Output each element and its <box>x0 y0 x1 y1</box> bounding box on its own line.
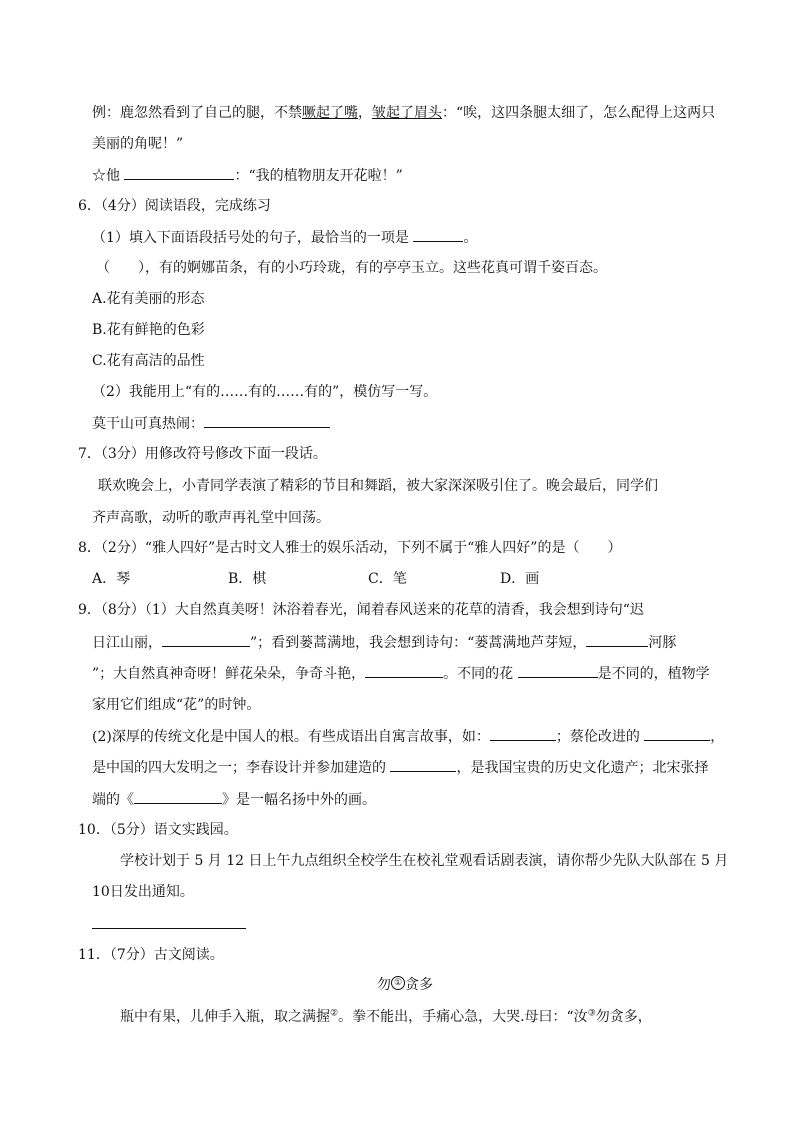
q10-heading: 10．（5分）语文实践园。 <box>78 822 238 838</box>
q7-passage-line-2: 齐声高歌，动听的歌声再礼堂中回荡。 <box>92 510 330 526</box>
q9-l7-a: 端的《 <box>92 792 134 808</box>
q11-note-mark-3: ③ <box>587 1008 596 1019</box>
q11-text-a: 瓶中有果，儿伸手入瓶，取之满握 <box>120 1009 330 1025</box>
q8-option-a[interactable]: A．琴 <box>92 571 131 587</box>
q6-heading: 6．（4分）阅读语段，完成练习 <box>78 198 271 214</box>
q7-heading: 7．（3分）用修改符号修改下面一段话。 <box>78 446 327 462</box>
q9-blank-7[interactable] <box>390 757 456 772</box>
q8-option-d[interactable]: D．画 <box>500 571 540 587</box>
q6-part1-text: （1）填入下面语段括号处的句子，最恰当的一项是 <box>92 230 409 246</box>
q11-title-note-mark: ① <box>391 976 405 990</box>
q6-part1 <box>92 227 477 248</box>
q6-option-b[interactable]: B.花有鲜艳的色彩 <box>92 322 205 338</box>
q9-line-6 <box>92 757 708 778</box>
q10-text-line-2: 10日发出通知。 <box>92 884 194 900</box>
q9-l3-a: ”；大自然真神奇呀！鲜花朵朵，争奇斗艳， <box>92 666 366 682</box>
example-sep: ， <box>358 105 372 121</box>
q9-l5-c: ， <box>710 729 725 745</box>
q9-l3-c: 是不同的，植物学 <box>597 666 710 682</box>
q6-part2: （2）我能用上“有的……有的……有的”，模仿写一写。 <box>92 384 438 400</box>
q9-blank-5[interactable] <box>490 726 556 741</box>
example-line-1 <box>92 103 715 123</box>
q9-l5-b: ；蔡伦改进的 <box>555 729 640 745</box>
q10-text-line-1: 学校计划于 5 月 12 日上午九点组织全校学生在校礼堂观看话剧表演，请你帮少先队大队部在 5 月 <box>120 853 729 869</box>
q11-text-c: 勿贪多， <box>595 1009 652 1025</box>
q6-option-c[interactable]: C.花有高洁的品性 <box>92 353 205 369</box>
q9-blank-4[interactable] <box>518 663 598 678</box>
example-line-2: 美丽的角呢！” <box>92 136 184 152</box>
q10-answer-line[interactable] <box>92 928 246 929</box>
q9-blank-1[interactable] <box>162 632 250 647</box>
q7-passage-line-1: 联欢晚会上，小青同学表演了精彩的节目和舞蹈，被大家深深吸引住了。晚会最后，同学们 <box>98 478 658 494</box>
q6-option-a[interactable]: A.花有美丽的形态 <box>92 291 205 307</box>
q6-part2-blank[interactable] <box>204 413 330 428</box>
q9-line-7 <box>92 789 376 810</box>
q9-l5-a: (2)深厚的传统文化是中国人的根。有些成语出自寓言故事，如： <box>92 729 490 745</box>
q6-part1-blank[interactable] <box>413 227 463 242</box>
q9-blank-2[interactable] <box>586 632 648 647</box>
example-prefix: 例：鹿忽然看到了自己的腿，不禁 <box>92 105 302 121</box>
q9-l7-b: 》是一幅名扬中外的画。 <box>222 792 376 808</box>
q9-blank-3[interactable] <box>365 663 443 678</box>
q9-l2-b: ”；看到蒌蒿满地，我会想到诗句：“蒌蒿满地芦芽短， <box>250 635 587 651</box>
q6-part1-end: 。 <box>463 230 478 246</box>
q8-option-b[interactable]: B．棋 <box>228 571 267 587</box>
q11-text-b: 。拳不能出，手痛心急，大哭.母曰：“汝 <box>338 1009 588 1025</box>
q11-text-line-1 <box>120 1007 652 1027</box>
q9-l2-c: 河豚 <box>648 635 677 651</box>
q11-title-a: 勿 <box>377 977 391 993</box>
q8-heading: 8．（2分）“雅人四好”是古时文人雅士的娱乐活动，下列不属于“雅人四好”的是（ ） <box>78 540 622 556</box>
star-suffix: ：“我的植物朋友开花啦！” <box>234 168 403 184</box>
q9-line-3 <box>92 663 710 684</box>
q9-l6-b: ，是我国宝贵的历史文化遗产；北宋张择 <box>456 760 709 776</box>
q9-line-1: 9．（8分）（1）大自然真美呀！沐浴着春光，闻着春风送来的花草的清香，我会想到诗句“迟 <box>78 602 644 618</box>
example-underlined-1: 噘起了嘴 <box>302 105 358 121</box>
star-line <box>92 165 403 186</box>
q9-line-4: 家用它们组成“花”的时钟。 <box>92 697 261 713</box>
q9-line-2 <box>92 632 676 653</box>
q11-note-mark-2: ② <box>330 1008 339 1019</box>
q6-passage: （ ），有的婀娜苗条，有的小巧玲珑，有的亭亭玉立。这些花真可谓千姿百态。 <box>96 260 607 276</box>
q11-title-b: 贪多 <box>405 977 433 993</box>
q6-part2-prefix: 莫干山可真热闹： <box>92 416 204 432</box>
star-answer-blank[interactable] <box>124 165 234 180</box>
q9-blank-6[interactable] <box>644 726 710 741</box>
q9-blank-8[interactable] <box>134 789 222 804</box>
q9-line-5 <box>92 726 724 747</box>
q9-l2-a: 日江山丽， <box>92 635 162 651</box>
example-suffix: ：“唉，这四条腿太细了，怎么配得上这两只 <box>442 105 716 121</box>
q11-heading: 11．（7分）古文阅读。 <box>78 947 224 963</box>
q8-option-c[interactable]: C．笔 <box>368 571 407 587</box>
q9-l3-b: 。不同的花 <box>443 666 514 682</box>
q6-part2-answer <box>92 413 330 434</box>
q11-title <box>377 975 433 995</box>
star-prefix: ☆他 <box>92 168 120 184</box>
q9-l6-a: 是中国的四大发明之一；李春设计并参加建造的 <box>92 760 386 776</box>
example-underlined-2: 皱起了眉头 <box>372 105 442 121</box>
